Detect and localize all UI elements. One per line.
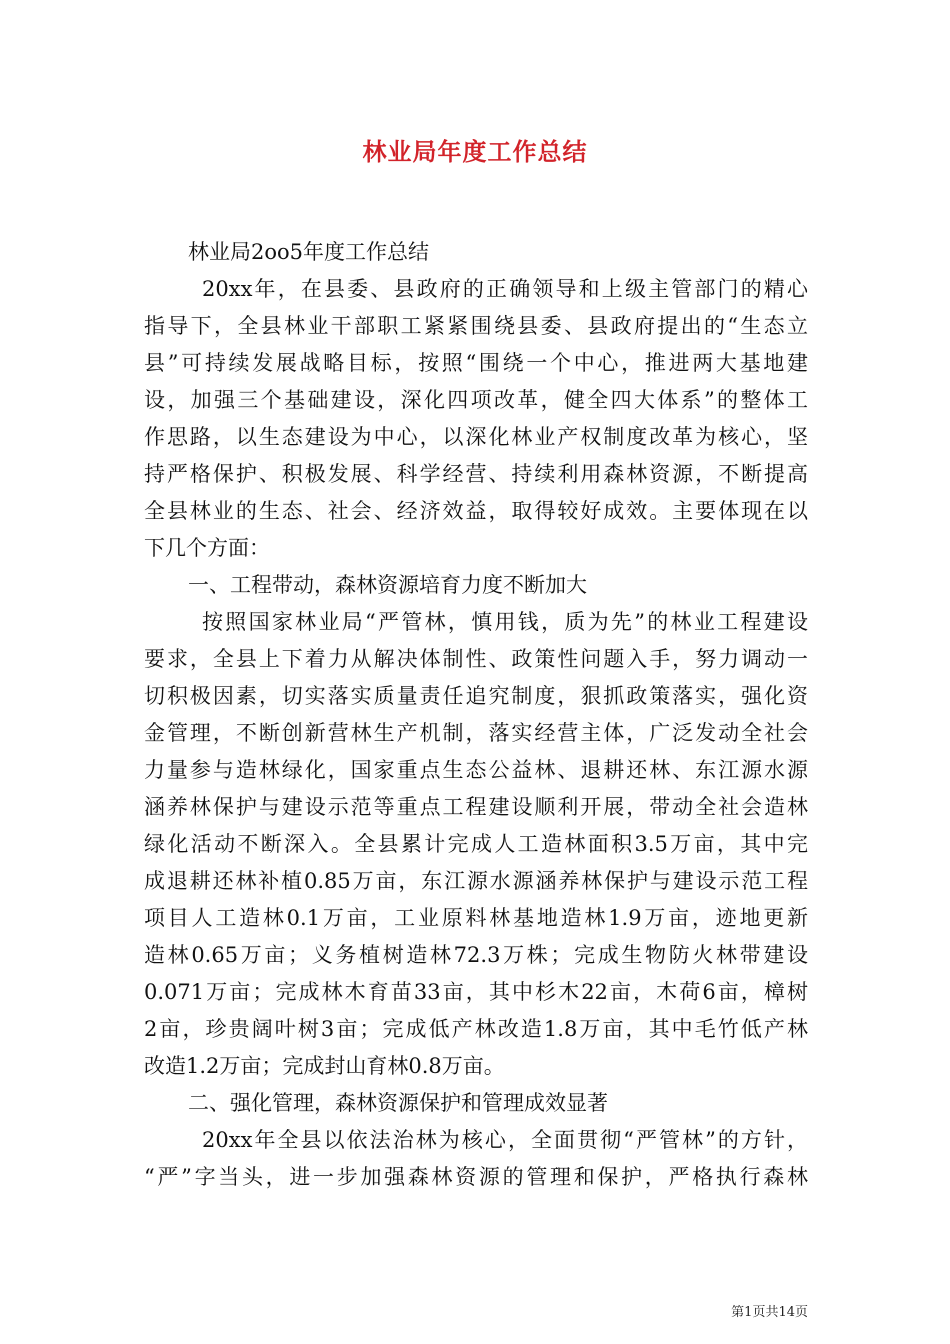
- paragraph-line: 改造1.2万亩；完成封山育林0.8万亩。: [144, 1054, 505, 1078]
- paragraph-line: 金管理，不断创新营林生产机制，落实经营主体，广泛发动全社会: [144, 721, 808, 745]
- paragraph-line: 指导下，全县林业干部职工紧紧围绕县委、县政府提出的“生态立: [144, 314, 808, 338]
- document-body: [144, 234, 808, 1196]
- paragraph-line: 县”可持续发展战略目标，按照“围绕一个中心，推进两大基地建: [144, 351, 808, 375]
- page-title: 林业局年度工作总结: [362, 137, 588, 166]
- section-heading: 二、强化管理，森林资源保护和管理成效显著: [188, 1091, 608, 1115]
- paragraph-line: 造林0.65万亩；义务植树造林72.3万株；完成生物防火林带建设: [144, 943, 808, 967]
- section-heading: 一、工程带动，森林资源培育力度不断加大: [188, 573, 587, 597]
- paragraph-line: 2亩，珍贵阔叶树3亩；完成低产林改造1.8万亩，其中毛竹低产林: [144, 1017, 808, 1041]
- paragraph-line: 20xx年，在县委、县政府的正确领导和上级主管部门的精心: [202, 277, 808, 301]
- paragraph-line: 力量参与造林绿化，国家重点生态公益林、退耕还林、东江源水源: [144, 758, 808, 782]
- page-footer: 第1页共14页: [731, 1305, 808, 1320]
- paragraph-line: 20xx年全县以依法治林为核心，全面贯彻“严管林”的方针，: [202, 1128, 808, 1152]
- paragraph-line: 持严格保护、积极发展、科学经营、持续利用森林资源，不断提高: [144, 462, 808, 486]
- paragraph-line: 涵养林保护与建设示范等重点工程建设顺利开展，带动全社会造林: [144, 795, 808, 819]
- paragraph-line: 要求，全县上下着力从解决体制性、政策性问题入手，努力调动一: [144, 647, 808, 671]
- paragraph-line: 绿化活动不断深入。全县累计完成人工造林面积3.5万亩，其中完: [144, 832, 808, 856]
- paragraph-line: 作思路，以生态建设为中心，以深化林业产权制度改革为核心，坚: [144, 425, 808, 449]
- subtitle-line: 林业局2oo5年度工作总结: [188, 240, 430, 264]
- paragraph-line: 0.071万亩；完成林木育苗33亩，其中杉木22亩，木荷6亩，樟树: [144, 980, 808, 1004]
- paragraph-line: “严”字当头，进一步加强森林资源的管理和保护，严格执行森林: [144, 1165, 808, 1189]
- paragraph-line: 项目人工造林0.1万亩，工业原料林基地造林1.9万亩，迹地更新: [144, 906, 808, 930]
- paragraph-line: 按照国家林业局“严管林，慎用钱，质为先”的林业工程建设: [202, 610, 808, 634]
- paragraph-line: 下几个方面：: [144, 536, 270, 560]
- paragraph-line: 设，加强三个基础建设，深化四项改革，健全四大体系”的整体工: [144, 388, 808, 412]
- paragraph-line: 切积极因素，切实落实质量责任追究制度，狠抓政策落实，强化资: [144, 684, 808, 708]
- paragraph-line: 全县林业的生态、社会、经济效益，取得较好成效。主要体现在以: [144, 499, 808, 523]
- paragraph-line: 成退耕还林补植0.85万亩，东江源水源涵养林保护与建设示范工程: [144, 869, 808, 893]
